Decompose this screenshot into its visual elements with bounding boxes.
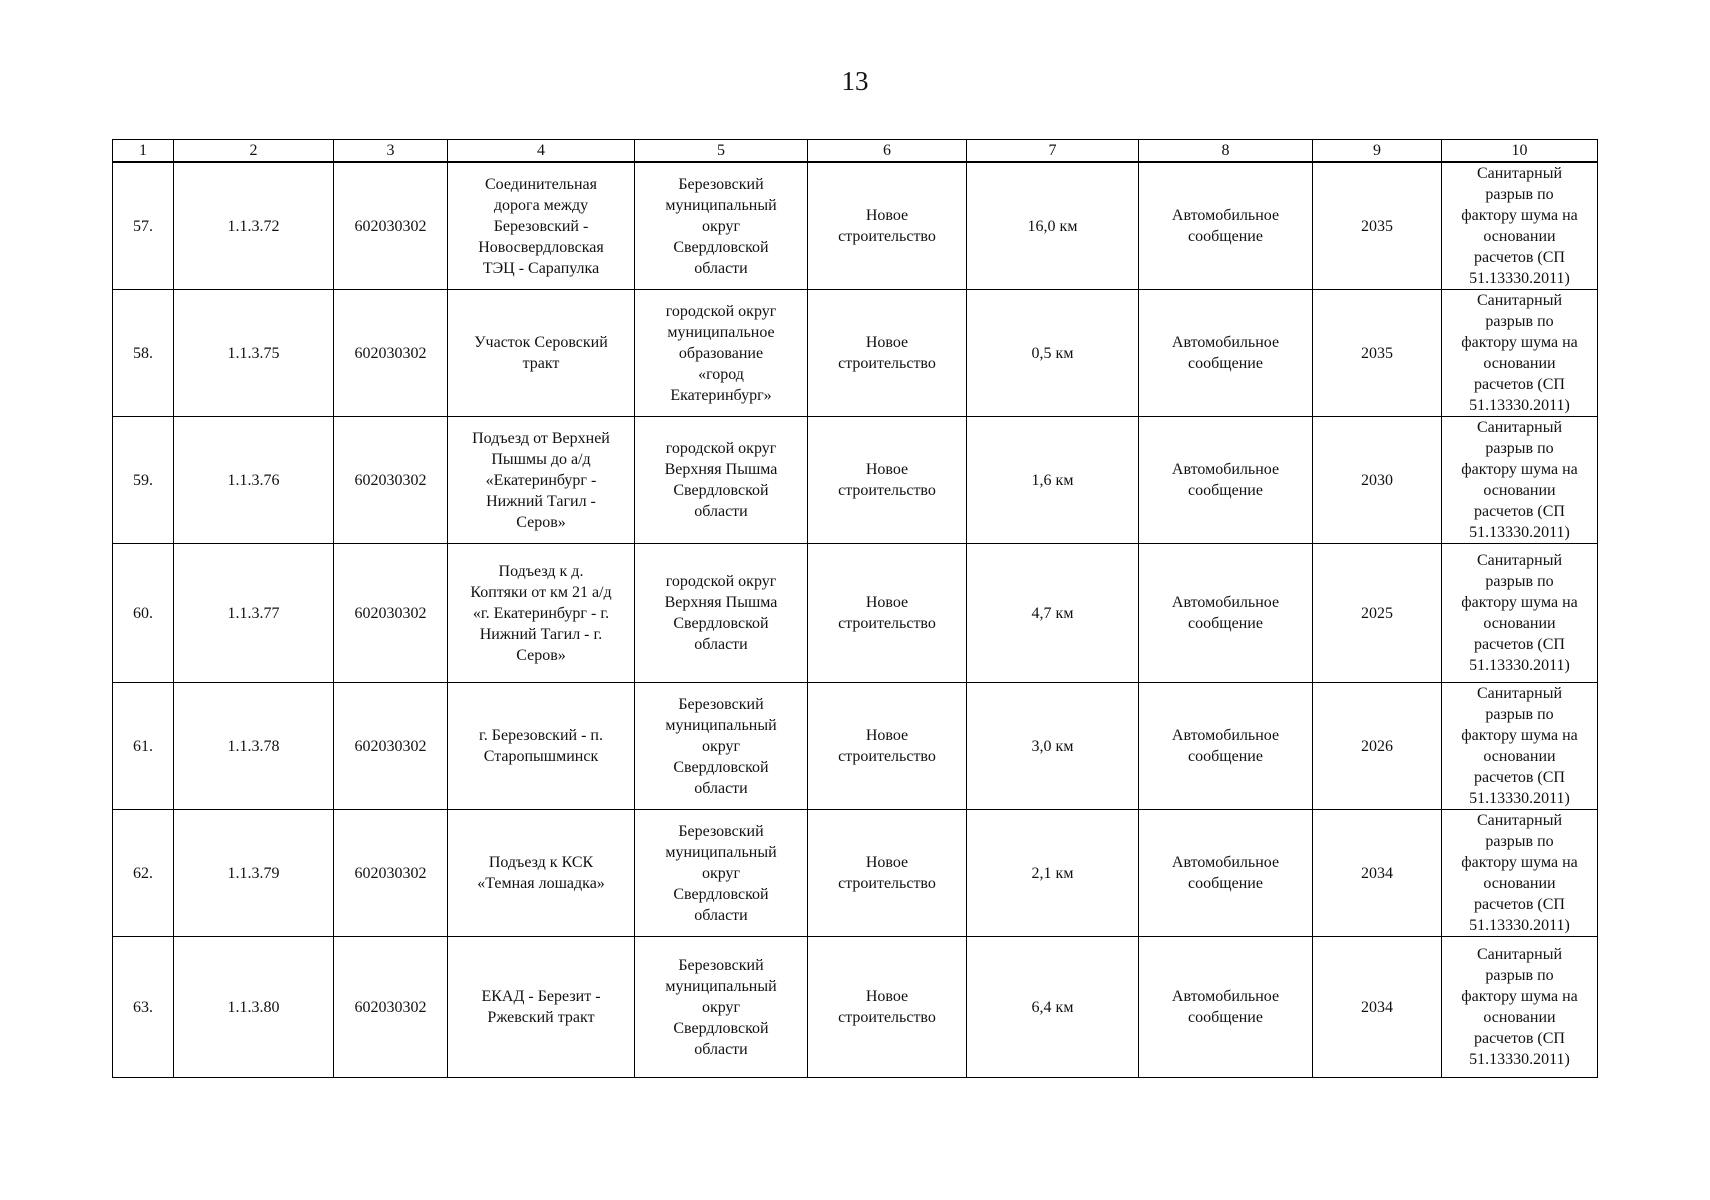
purpose: Автомобильное сообщение xyxy=(1139,290,1313,417)
function-code: 602030302 xyxy=(334,417,448,544)
function-code: 602030302 xyxy=(334,162,448,290)
function-code: 602030302 xyxy=(334,290,448,417)
row-number: 58. xyxy=(113,290,174,417)
year: 2026 xyxy=(1313,683,1442,810)
purpose: Автомобильное сообщение xyxy=(1139,683,1313,810)
event-type: Новое строительство xyxy=(808,544,967,683)
function-code: 602030302 xyxy=(334,810,448,937)
location: городской округ муниципальное образование «город Екатеринбург» xyxy=(635,290,808,417)
table-row xyxy=(113,683,1598,810)
purpose: Автомобильное сообщение xyxy=(1139,937,1313,1078)
column-header: 9 xyxy=(1313,140,1442,163)
location: Березовский муниципальный округ Свердловской области xyxy=(635,162,808,290)
length: 1,6 км xyxy=(967,417,1139,544)
purpose: Автомобильное сообщение xyxy=(1139,544,1313,683)
length: 0,5 км xyxy=(967,290,1139,417)
location: городской округ Верхняя Пышма Свердловской области xyxy=(635,544,808,683)
location: Березовский муниципальный округ Свердловской области xyxy=(635,937,808,1078)
zone-note: Санитарный разрыв по фактору шума на основании расчетов (СП 51.13330.2011) xyxy=(1442,810,1598,937)
object-name: Участок Серовский тракт xyxy=(448,290,635,417)
object-code: 1.1.3.77 xyxy=(174,544,334,683)
location: Березовский муниципальный округ Свердловской области xyxy=(635,683,808,810)
object-name: Подъезд к КСК «Темная лошадка» xyxy=(448,810,635,937)
object-code: 1.1.3.79 xyxy=(174,810,334,937)
event-type: Новое строительство xyxy=(808,417,967,544)
page-number: 13 xyxy=(841,66,869,96)
column-header: 5 xyxy=(635,140,808,163)
purpose: Автомобильное сообщение xyxy=(1139,810,1313,937)
location: Березовский муниципальный округ Свердловской области xyxy=(635,810,808,937)
row-number: 59. xyxy=(113,417,174,544)
object-code: 1.1.3.78 xyxy=(174,683,334,810)
year: 2035 xyxy=(1313,162,1442,290)
length: 4,7 км xyxy=(967,544,1139,683)
year: 2035 xyxy=(1313,290,1442,417)
function-code: 602030302 xyxy=(334,937,448,1078)
object-code: 1.1.3.72 xyxy=(174,162,334,290)
object-name: Соединительная дорога между Березовский - Новосвердловская ТЭЦ - Сарапулка xyxy=(448,162,635,290)
objects-table xyxy=(112,139,1598,1078)
year: 2030 xyxy=(1313,417,1442,544)
zone-note: Санитарный разрыв по фактору шума на основании расчетов (СП 51.13330.2011) xyxy=(1442,683,1598,810)
length: 16,0 км xyxy=(967,162,1139,290)
function-code: 602030302 xyxy=(334,544,448,683)
table-header-row xyxy=(113,140,1598,163)
event-type: Новое строительство xyxy=(808,937,967,1078)
object-name: ЕКАД - Березит - Ржевский тракт xyxy=(448,937,635,1078)
purpose: Автомобильное сообщение xyxy=(1139,417,1313,544)
length: 3,0 км xyxy=(967,683,1139,810)
column-header: 4 xyxy=(448,140,635,163)
length: 2,1 км xyxy=(967,810,1139,937)
year: 2034 xyxy=(1313,810,1442,937)
event-type: Новое строительство xyxy=(808,683,967,810)
event-type: Новое строительство xyxy=(808,162,967,290)
row-number: 63. xyxy=(113,937,174,1078)
column-header: 10 xyxy=(1442,140,1598,163)
table-row xyxy=(113,810,1598,937)
object-code: 1.1.3.75 xyxy=(174,290,334,417)
object-name: Подъезд к д. Коптяки от км 21 а/д «г. Екатеринбург - г. Нижний Тагил - г. Серов» xyxy=(448,544,635,683)
row-number: 62. xyxy=(113,810,174,937)
zone-note: Санитарный разрыв по фактору шума на основании расчетов (СП 51.13330.2011) xyxy=(1442,417,1598,544)
location: городской округ Верхняя Пышма Свердловской области xyxy=(635,417,808,544)
object-name: Подъезд от Верхней Пышмы до а/д «Екатеринбург - Нижний Тагил - Серов» xyxy=(448,417,635,544)
table-row xyxy=(113,162,1598,290)
event-type: Новое строительство xyxy=(808,290,967,417)
column-header: 1 xyxy=(113,140,174,163)
zone-note: Санитарный разрыв по фактору шума на основании расчетов (СП 51.13330.2011) xyxy=(1442,937,1598,1078)
zone-note: Санитарный разрыв по фактору шума на основании расчетов (СП 51.13330.2011) xyxy=(1442,162,1598,290)
length: 6,4 км xyxy=(967,937,1139,1078)
table-row xyxy=(113,290,1598,417)
column-header: 6 xyxy=(808,140,967,163)
column-header: 8 xyxy=(1139,140,1313,163)
column-header: 7 xyxy=(967,140,1139,163)
table-row xyxy=(113,544,1598,683)
column-header: 3 xyxy=(334,140,448,163)
row-number: 57. xyxy=(113,162,174,290)
event-type: Новое строительство xyxy=(808,810,967,937)
function-code: 602030302 xyxy=(334,683,448,810)
object-name: г. Березовский - п. Старопышминск xyxy=(448,683,635,810)
zone-note: Санитарный разрыв по фактору шума на основании расчетов (СП 51.13330.2011) xyxy=(1442,544,1598,683)
purpose: Автомобильное сообщение xyxy=(1139,162,1313,290)
object-code: 1.1.3.80 xyxy=(174,937,334,1078)
column-header: 2 xyxy=(174,140,334,163)
year: 2034 xyxy=(1313,937,1442,1078)
table-row xyxy=(113,417,1598,544)
zone-note: Санитарный разрыв по фактору шума на основании расчетов (СП 51.13330.2011) xyxy=(1442,290,1598,417)
row-number: 61. xyxy=(113,683,174,810)
year: 2025 xyxy=(1313,544,1442,683)
row-number: 60. xyxy=(113,544,174,683)
object-code: 1.1.3.76 xyxy=(174,417,334,544)
table-row xyxy=(113,937,1598,1078)
